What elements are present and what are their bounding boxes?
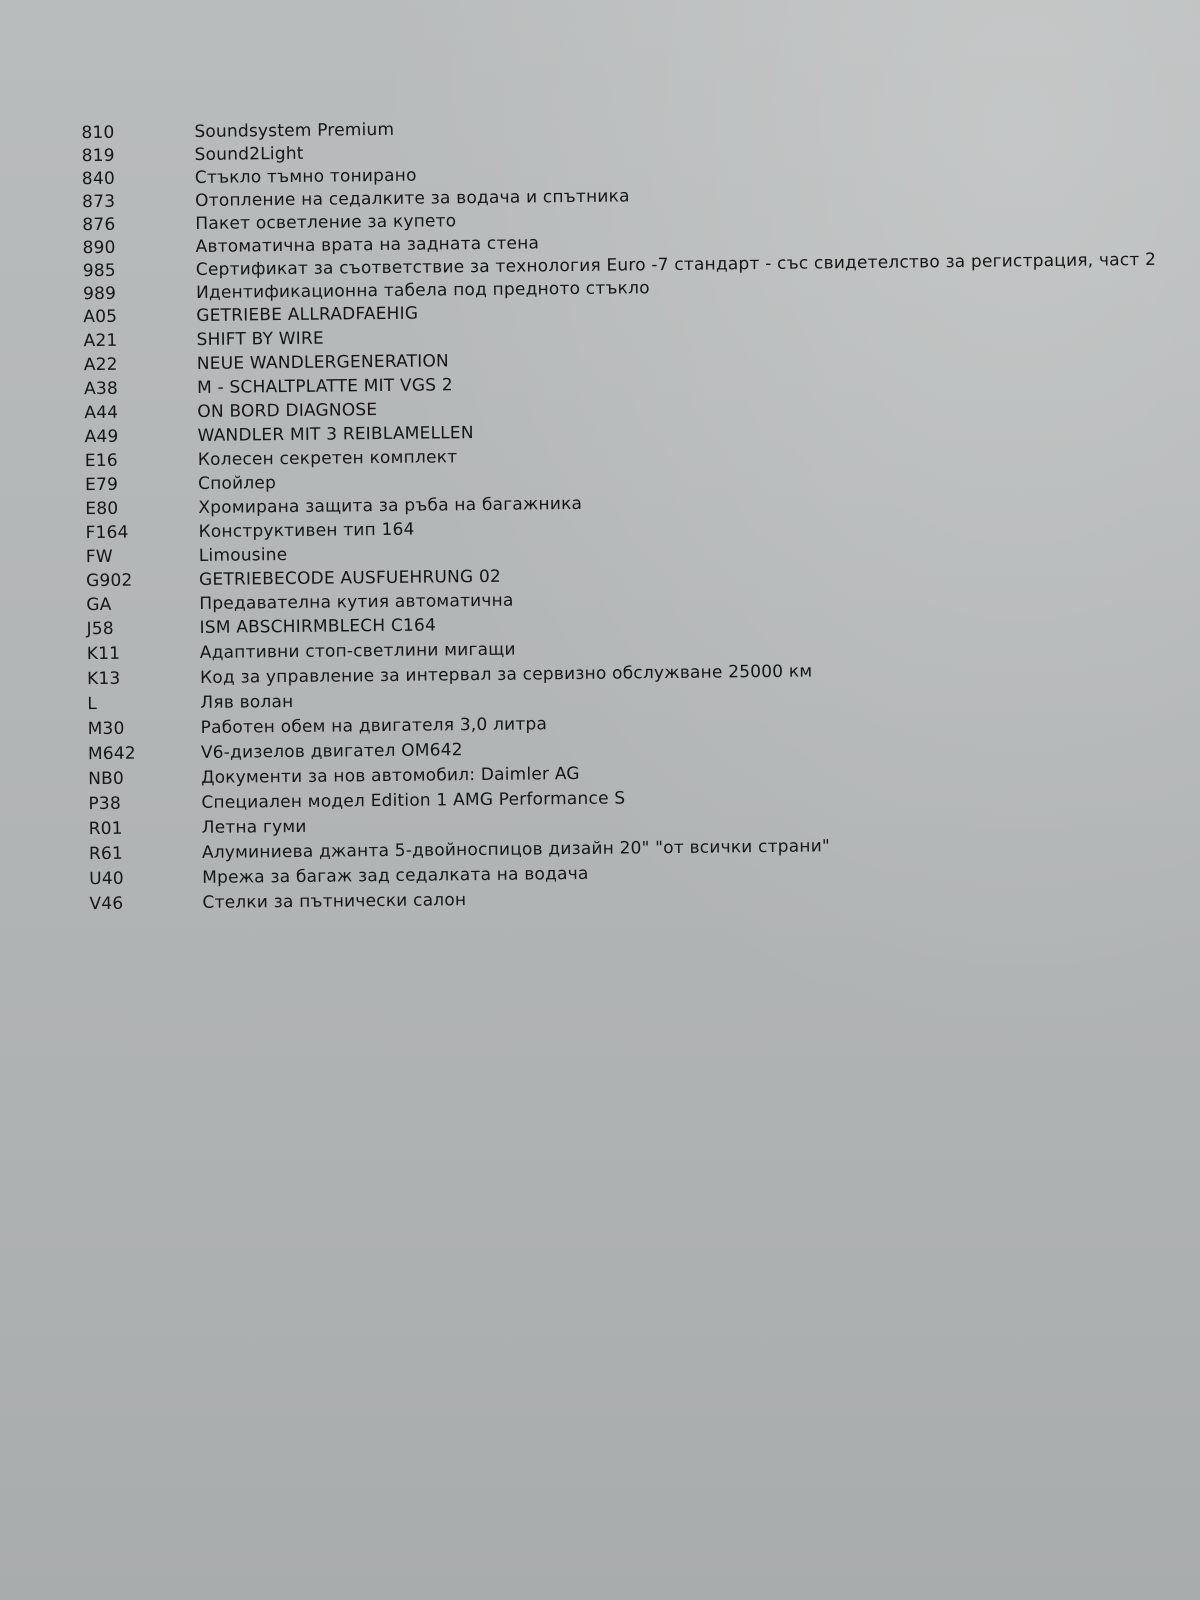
option-description: GETRIEBE ALLRADFAEHIG [196, 303, 419, 326]
option-description: Документи за нов автомобил: Daimler AG [201, 763, 580, 788]
option-code: E16 [84, 450, 118, 472]
option-code: G902 [85, 570, 133, 592]
option-description: Limousine [198, 545, 288, 566]
option-description: Хромирана защита за ръба на багажника [198, 493, 583, 518]
option-description: V6-дизелов двигател OM642 [200, 740, 463, 763]
option-code: 985 [82, 260, 117, 282]
option-description: ON BORD DIAGNOSE [197, 400, 378, 422]
option-code: R01 [88, 818, 123, 840]
option-code: R61 [88, 843, 124, 865]
option-description: Ляв волан [200, 691, 294, 713]
option-description: WANDLER MIT 3 REIBLAMELLEN [197, 423, 474, 446]
option-code: 840 [81, 168, 116, 190]
option-code: 819 [81, 145, 115, 167]
option-code: K13 [87, 668, 121, 690]
option-code: A05 [83, 306, 118, 328]
option-description: Конструктивен тип 164 [198, 519, 415, 542]
option-description: NEUE WANDLERGENERATION [196, 351, 450, 374]
option-code: P38 [88, 793, 122, 815]
option-description: Автоматична врата на задната стена [195, 233, 540, 257]
option-code: A22 [83, 354, 118, 376]
option-code: A38 [83, 378, 119, 400]
option-description: Спойлер [197, 473, 277, 494]
option-code: A49 [84, 426, 119, 448]
option-code: F164 [85, 522, 129, 544]
option-description: Летна гуми [201, 816, 307, 838]
option-code: GA [86, 594, 112, 616]
option-code: NB0 [88, 768, 125, 790]
option-code: A44 [84, 402, 119, 424]
option-code: 873 [82, 191, 116, 213]
option-description: Работен обем на двигателя 3,0 литра [200, 714, 548, 738]
option-description: Код за управление за интервал за сервизно обслужване 25000 км [200, 661, 813, 688]
option-description: Алуминиева джанта 5-двойноспицов дизайн 20" "от всички страни" [201, 836, 831, 863]
option-description: SHIFT BY WIRE [196, 328, 325, 350]
option-description: ISM ABSCHIRMBLECH C164 [199, 615, 437, 638]
option-code: U40 [89, 868, 125, 890]
option-code: 989 [82, 283, 117, 305]
option-code: FW [85, 546, 113, 568]
option-code: M642 [87, 743, 136, 765]
option-description: Специален модел Edition 1 AMG Performance S [201, 788, 626, 813]
option-description: Soundsystem Premium [194, 119, 395, 142]
option-description: Колесен секретен комплект [197, 447, 458, 470]
option-code: M30 [87, 718, 125, 740]
option-description: Адаптивни стоп-светлини мигащи [199, 639, 516, 663]
option-code: E80 [85, 498, 119, 520]
option-description: Предавателна кутия автоматична [199, 590, 514, 614]
option-code: 876 [82, 214, 116, 236]
option-code: E79 [84, 474, 119, 496]
option-description: Мрежа за багаж зад седалката на водача [202, 863, 589, 888]
option-code: 810 [81, 122, 115, 144]
option-description: Стелки за пътнически салон [202, 890, 467, 913]
option-description: Пакет осветление за купето [195, 211, 457, 234]
option-code: J58 [86, 618, 114, 640]
option-description: Сертификат за съответствие за технология Euro -7 стандарт - със свидетелство за регистрация, част 2 [195, 249, 1157, 280]
option-description: Идентификационна табела под предното стъкло [195, 278, 650, 303]
option-description: GETRIEBECODE AUSFUEHRUNG 02 [198, 566, 502, 590]
option-code: L [87, 694, 98, 715]
option-description: Стъкло тъмно тонирано [194, 165, 417, 188]
option-description: Sound2Light [194, 143, 304, 165]
option-description: M - SCHALTPLATTE MIT VGS 2 [196, 375, 453, 398]
option-code: V46 [89, 893, 124, 915]
option-code: 890 [82, 237, 116, 259]
option-code: K11 [86, 643, 121, 665]
option-code: A21 [83, 330, 118, 352]
option-description: Отопление на седалките за водача и спътника [195, 186, 630, 211]
